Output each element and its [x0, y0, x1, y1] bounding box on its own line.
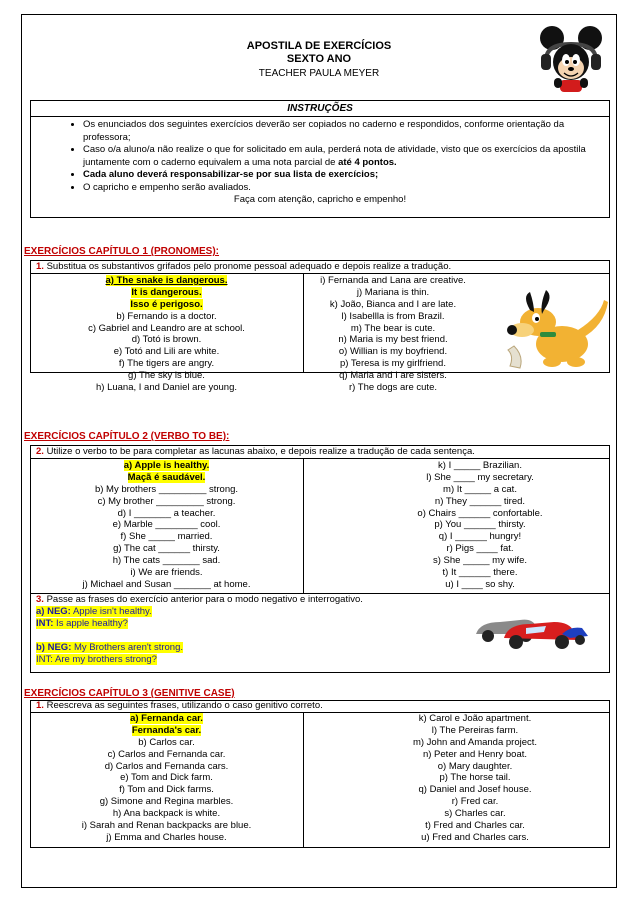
chapter1-title: EXERCÍCIOS CAPÍTULO 1 (PRONOMES): [24, 246, 220, 257]
list-item: s) She _____ my wife. [433, 555, 527, 567]
list-item: t) Fred and Charles car. [425, 820, 525, 832]
example-line: INT: Is apple healthy? [36, 618, 128, 629]
list-item: j) Emma and Charles house. [106, 831, 227, 843]
list-item: s) Charles car. [444, 808, 506, 820]
list-item: i) Fernanda and Lana are creative. [320, 275, 466, 286]
chapter2-left-column [30, 460, 303, 591]
list-item: k) João, Bianca and I are late. [329, 298, 457, 310]
list-item: g) Simone and Regina marbles. [99, 796, 234, 808]
chapter3-title: EXERCÍCIOS CAPÍTULO 3 (GENITIVE CASE) [24, 688, 235, 699]
instruction-item: • O capricho e empenho serão avaliados. [83, 182, 601, 195]
list-item: k) I _____ Brazilian. [438, 460, 522, 471]
list-item: k) Carol e João apartment. [418, 713, 532, 724]
chapter1-instruction: 1. Substitua os substantivos grifados pelo pronome pessoal adequado e depois realize a tradução. [36, 261, 452, 272]
list-item: g) The sky is blue. [128, 370, 205, 382]
list-item: t) It ______ there. [442, 567, 518, 579]
list-item: o) Chairs ______ confortable. [417, 507, 543, 519]
list-item: b) My brothers _________ strong. [94, 483, 239, 495]
list-item: Maçã é saudável. [127, 471, 206, 483]
chapter1-left-column [30, 275, 303, 394]
list-item: a) Fernanda car. [130, 713, 203, 724]
list-item: d) I _______ a teacher. [117, 507, 216, 519]
instruction-item: • Caso o/a aluno/a não realize o que for solicitado em aula, perderá nota de atividade, visto que os exercícios da apostila juntamente com o caderno equivalem a uma nota parcial de até 4 pontos. [83, 144, 601, 169]
list-item: It is dangerous. [131, 286, 202, 298]
list-item: b) Carlos car. [138, 736, 195, 748]
list-item: m) The bear is cute. [350, 322, 436, 334]
list-item: Isso é perigoso. [130, 298, 203, 310]
list-item: e) Totó and Lili are white. [113, 346, 220, 358]
list-item: n) They ______ tired. [434, 495, 526, 507]
list-item: Fernanda's car. [131, 724, 202, 736]
chapter2-instruction: 2. Utilize o verbo to be para completar as lacunas abaixo, e depois realize a tradução de cada sentença. [36, 446, 475, 457]
list-item: a) Apple is healthy. [123, 460, 210, 471]
instruction-item: • Os enunciados dos seguintes exercícios deverão ser copiados no caderno e respondidos, conforme orientação da professora; [83, 119, 601, 144]
example-line: b) NEG: My Brothers aren't strong. [36, 642, 183, 653]
cars-illustration [470, 604, 590, 654]
example-line [36, 630, 183, 642]
list-item: i) We are friends. [130, 567, 203, 579]
instructions-box [30, 100, 610, 218]
list-item: h) Ana backpack is white. [112, 808, 221, 820]
chapter3-instruction: 1. Reescreva as seguintes frases, utilizando o caso genitivo correto. [36, 700, 323, 711]
list-item: h) The cats _______ sad. [112, 555, 221, 567]
list-item: j) Mariana is thin. [356, 286, 430, 298]
list-item: f) The tigers are angry. [118, 358, 215, 370]
list-item: i) Sarah and Renan backpacks are blue. [81, 820, 252, 832]
chapter1-right-column [303, 275, 483, 394]
list-item: n) Peter and Henry boat. [422, 748, 528, 760]
list-item: r) Pigs ____ fat. [446, 543, 514, 555]
list-item: d) Carlos and Fernanda cars. [104, 760, 229, 772]
instruction-points: até 4 pontos. [338, 156, 397, 168]
list-item: o) Willian is my boyfriend. [338, 346, 448, 358]
list-item: l) Isabellla is from Brazil. [341, 310, 445, 322]
page-title: APOSTILA DE EXERCÍCIOS [246, 40, 392, 52]
mickey-mascot-illustration [538, 24, 604, 94]
column-divider [303, 712, 304, 848]
list-item: f) She _____ married. [120, 531, 213, 543]
exercise3-instruction: 3. Passe as frases do exercício anterior para o modo negativo e interrogativo. [36, 594, 363, 605]
list-item: m) John and Amanda project. [412, 736, 538, 748]
exercise3-examples [36, 606, 183, 666]
column-divider [303, 458, 304, 594]
list-item: u) I ____ so shy. [445, 578, 515, 590]
instructions-title: INSTRUÇÕES [31, 101, 609, 117]
list-item: j) Michael and Susan _______ at home. [82, 578, 251, 590]
list-item: o) Mary daughter. [437, 760, 513, 772]
list-item: p) Teresa is my girlfriend. [340, 358, 446, 370]
list-item: n) Maria is my best friend. [338, 334, 448, 346]
example-line: INT: Are my brothers strong? [36, 654, 157, 665]
list-item: m) It _____ a cat. [443, 483, 517, 495]
chapter3-left-column [30, 713, 303, 844]
list-item: r) The dogs are cute. [348, 382, 437, 394]
list-item: q) Daniel and Josef house. [418, 784, 532, 796]
list-item: a) The snake is dangerous. [105, 275, 228, 286]
instruction-item: • Cada aluno deverá responsabilizar-se por sua lista de exercícios; [83, 169, 601, 182]
list-item: q) I ______ hungry! [438, 531, 522, 543]
list-item: l) The Pereiras farm. [431, 724, 519, 736]
chapter2-right-column [380, 460, 580, 591]
list-item: q) Maria and I are sisters. [339, 370, 447, 382]
list-item: c) Carlos and Fernanda car. [107, 748, 226, 760]
page-subtitle: SEXTO ANO [286, 53, 352, 65]
chapter2-title: EXERCÍCIOS CAPÍTULO 2 (VERBO TO BE): [24, 431, 230, 442]
list-item: d) Totó is brown. [131, 334, 202, 346]
list-item: l) She ____ my secretary. [426, 471, 534, 483]
example-line: a) NEG: Apple isn't healthy. [36, 606, 152, 617]
list-item: p) You ______ thirsty. [434, 519, 526, 531]
list-item: g) The cat ______ thirsty. [113, 543, 220, 555]
list-item: e) Tom and Dick farm. [120, 772, 213, 784]
list-item: e) Marble ________ cool. [112, 519, 221, 531]
list-item: u) Fred and Charles cars. [421, 831, 529, 843]
pluto-illustration [500, 286, 610, 376]
list-item: r) Fred car. [451, 796, 499, 808]
teacher-name: TEACHER PAULA MEYER [258, 68, 380, 79]
list-item: b) Fernando is a doctor. [116, 310, 217, 322]
chapter3-right-column [360, 713, 590, 844]
list-item: c) My brother _________ strong. [97, 495, 236, 507]
list-item: c) Gabriel and Leandro are at school. [88, 322, 245, 334]
list-item: h) Luana, I and Daniel are young. [95, 382, 237, 394]
list-item: f) Tom and Dick farms. [119, 784, 214, 796]
instructions-closing: Faça com atenção, capricho e empenho! [233, 194, 407, 205]
instructions-list [31, 119, 609, 194]
list-item: p) The horse tail. [439, 772, 511, 784]
